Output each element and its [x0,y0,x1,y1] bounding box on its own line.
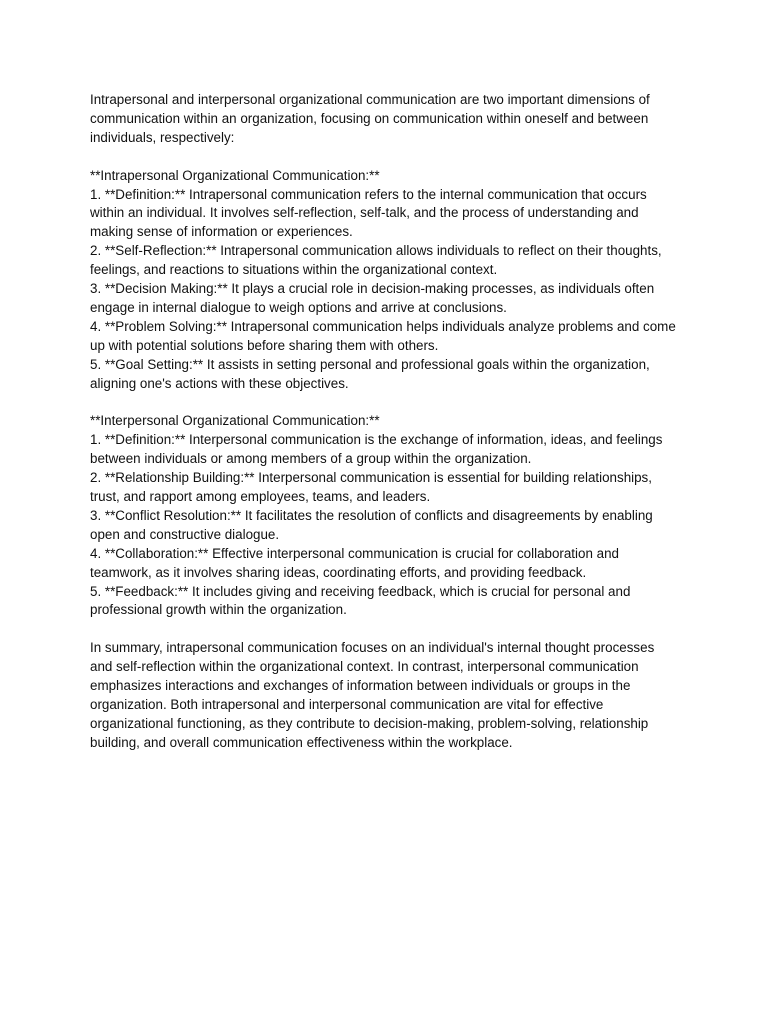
interpersonal-item-feedback: 5. **Feedback:** It includes giving and receiving feedback, which is crucial for personal and professional growth within the organization. [90,583,631,618]
intrapersonal-item-decision-making: 3. **Decision Making:** It plays a crucial role in decision-making processes, as individuals often engage in internal dialogue to weigh options and arrive at conclusions. [90,281,655,315]
paragraph-gap [90,148,680,167]
intro-paragraph: Intrapersonal and interpersonal organizational communication are two important dimensions of communication within an organization, focusing on communication within oneself and between individuals, respectively: [90,92,650,145]
intrapersonal-item-problem-solving: 4. **Problem Solving:** Intrapersonal communication helps individuals analyze problems and come up with potential solutions before sharing them with others. [90,318,676,353]
intrapersonal-heading: **Intrapersonal Organizational Communication:** [90,167,380,183]
paragraph-gap [90,620,680,639]
intrapersonal-item-self-reflection: 2. **Self-Reflection:** Intrapersonal communication allows individuals to reflect on their thoughts, feelings, and reactions to situations within the organizational context. [90,243,662,278]
interpersonal-item-definition: 1. **Definition:** Interpersonal communication is the exchange of information, ideas, and feelings between individuals or among members of a group within the organization. [90,432,663,467]
interpersonal-item-relationship-building: 2. **Relationship Building:** Interpersonal communication is essential for building relationships, trust, and rapport among employees, teams, and leaders. [90,470,652,504]
intrapersonal-item-goal-setting: 5. **Goal Setting:** It assists in setting personal and professional goals within the organization, aligning one's actions with these objectives. [90,356,650,391]
interpersonal-item-conflict-resolution: 3. **Conflict Resolution:** It facilitates the resolution of conflicts and disagreements by enabling open and constructive dialogue. [90,507,653,542]
summary-paragraph: In summary, intrapersonal communication focuses on an individual's internal thought processes and self-reflection within the organizational context. In contrast, interpersonal communication emphasizes interactions and exchanges of information between individuals or groups in the organization. Both intrapersonal and interpersonal communication are vital for effective organizational functioning, as they contribute to decision-making, problem-solving, relationship building, and overall communication effectiveness within the workplace. [90,640,655,750]
paragraph-gap [90,393,680,412]
interpersonal-item-collaboration: 4. **Collaboration:** Effective interpersonal communication is crucial for collaboration and teamwork, as it involves sharing ideas, coordinating efforts, and providing feedback. [90,545,619,580]
interpersonal-heading: **Interpersonal Organizational Communication:** [90,413,380,429]
document-body [90,91,680,753]
intrapersonal-item-definition: 1. **Definition:** Intrapersonal communication refers to the internal communication that occurs within an individual. It involves self-reflection, self-talk, and the process of understanding and making sense of information or experiences. [90,186,647,240]
